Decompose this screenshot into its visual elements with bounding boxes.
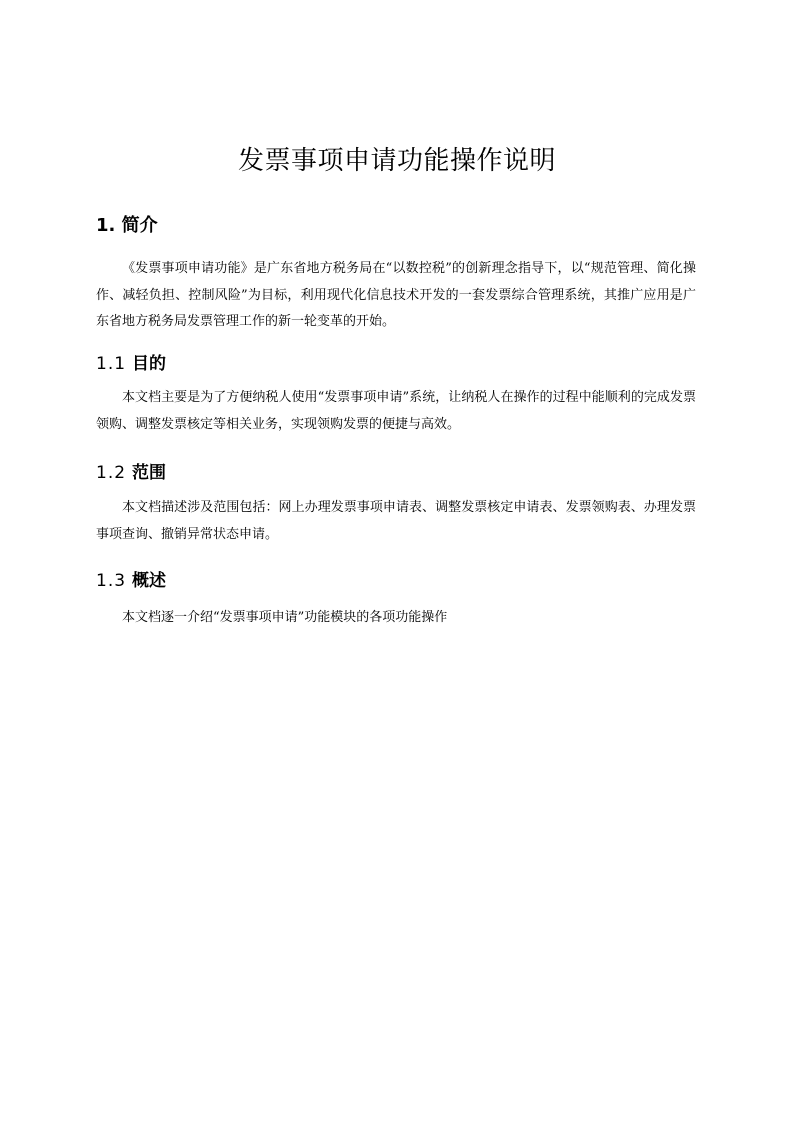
section-title: 范围 (132, 463, 167, 483)
section-number: 1.2 (96, 463, 127, 483)
section-title: 概述 (132, 571, 167, 591)
document-title: 发票事项申请功能操作说明 (237, 146, 556, 176)
section-heading-introduction: 1. 简介 (96, 215, 158, 236)
section-number: 1.1 (96, 354, 127, 374)
paragraph-scope: 本文档描述涉及范围包括：网上办理发票事项申请表、调整发票核定申请表、发票领购表、办理发票事项查询、撤销异常状态申请。 (96, 500, 696, 542)
paragraph-introduction: 《发票事项申请功能》是广东省地方税务局在“以数控税”的创新理念指导下，以“规范管理、简化操作、减轻负担、控制风险”为目标，利用现代化信息技术开发的一套发票综合管理系统，其推广应用是广东省地方税务局发票管理工作的新一轮变革的开始。 (96, 261, 696, 329)
paragraph-purpose: 本文档主要是为了方便纳税人使用“发票事项申请”系统，让纳税人在操作的过程中能顺利的完成发票领购、调整发票核定等相关业务，实现领购发票的便捷与高效。 (96, 390, 696, 432)
section-heading-scope (96, 461, 166, 485)
section-number: 1.3 (96, 571, 127, 591)
section-heading-purpose (96, 352, 166, 376)
paragraph-overview: 本文档逐一介绍“发票事项申请”功能模块的各项功能操作 (122, 610, 448, 625)
section-heading-overview (96, 569, 166, 593)
section-title: 目的 (132, 354, 167, 374)
